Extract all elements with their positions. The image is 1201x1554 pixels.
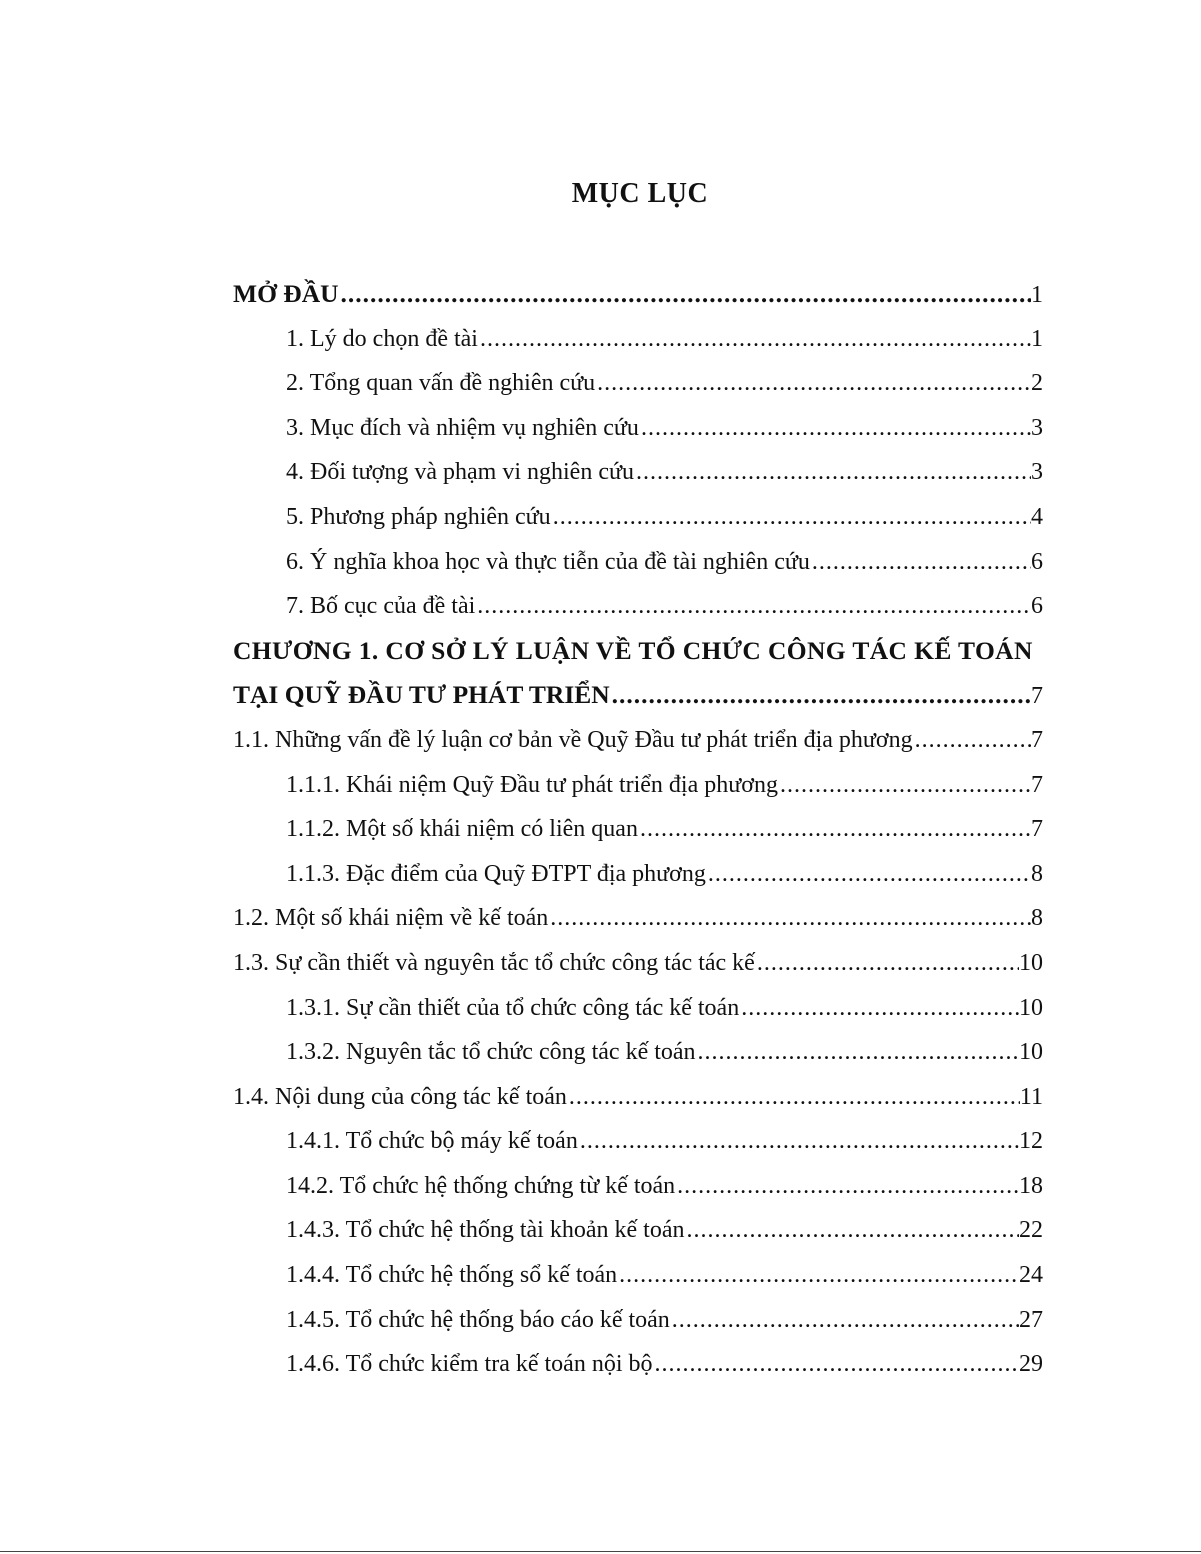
toc-entry-page-number: 6 [1031,593,1043,620]
dot-leader [595,361,1031,406]
toc-entry-page-number: 2 [1031,370,1043,397]
dot-leader [475,584,1031,629]
toc-entry[interactable] [233,1208,1043,1253]
dot-leader [755,941,1019,986]
toc-entry-label: 3. Mục đích và nhiệm vụ nghiên cứu [286,414,639,441]
toc-entry-label: 2. Tổng quan vấn đề nghiên cứu [286,370,596,397]
toc-entry-label: 1. Lý do chọn đề tài [286,325,478,352]
toc-entry-page-number: 1 [1031,282,1043,308]
toc-entry-label: TẠI QUỸ ĐẦU TƯ PHÁT TRIỂN [233,680,610,710]
toc-entry-page-number: 8 [1031,905,1043,932]
dot-leader [670,1298,1019,1343]
toc-entry-page-number: 29 [1019,1351,1043,1378]
toc-entry[interactable] [233,673,1043,718]
toc-entry[interactable] [233,986,1043,1031]
table-of-contents [233,272,1043,1387]
toc-entry[interactable] [233,1119,1043,1164]
toc-entry[interactable] [233,718,1043,763]
toc-entry-page-number: 18 [1019,1172,1043,1199]
toc-entry-page-number: 3 [1031,459,1043,486]
toc-entry[interactable] [233,852,1043,897]
toc-entry[interactable] [233,1030,1043,1075]
dot-leader [778,763,1031,808]
toc-entry[interactable] [233,1253,1043,1298]
dot-leader [675,1164,1019,1209]
dot-leader [639,406,1031,451]
toc-entry[interactable] [233,406,1043,451]
toc-entry-page-number: 27 [1019,1306,1043,1333]
toc-entry-label: 1.1.3. Đặc điểm của Quỹ ĐTPT địa phương [286,860,706,887]
toc-entry-page-number: 1 [1031,325,1043,352]
toc-entry-label: 6. Ý nghĩa khoa học và thực tiễn của đề tài nghiên cứu [286,548,810,575]
dot-leader [551,495,1031,540]
toc-entry-page-number: 7 [1031,683,1043,710]
toc-entry-label: 5. Phương pháp nghiên cứu [286,503,551,530]
toc-entry-label: 14.2. Tổ chức hệ thống chứng từ kế toán [286,1172,676,1199]
dot-leader [638,807,1031,852]
dot-leader [339,272,1031,317]
toc-entry-page-number: 10 [1019,1039,1043,1066]
toc-entry-page-number: 8 [1031,860,1043,887]
toc-entry[interactable] [233,584,1043,629]
dot-leader [684,1208,1019,1253]
toc-entry[interactable] [233,450,1043,495]
toc-entry-label: 1.1.1. Khái niệm Quỹ Đầu tư phát triển địa phương [286,771,778,798]
toc-entry[interactable] [233,495,1043,540]
toc-entry[interactable] [233,361,1043,406]
dot-leader [634,450,1031,495]
toc-entry[interactable] [233,896,1043,941]
toc-entry[interactable] [233,941,1043,986]
toc-entry[interactable] [233,807,1043,852]
toc-entry-label: 1.1. Những vấn đề lý luận cơ bản về Quỹ Đầu tư phát triển địa phương [233,726,913,753]
toc-entry-label: 1.4.5. Tổ chức hệ thống báo cáo kế toán [286,1306,670,1333]
toc-entry-page-number: 4 [1031,503,1043,530]
toc-entry-label: 1.2. Một số khái niệm về kế toán [233,905,549,932]
dot-leader [652,1342,1019,1387]
toc-entry[interactable] [233,1298,1043,1343]
toc-entry-page-number: 11 [1019,1083,1043,1110]
page-edge-divider [0,1551,1201,1552]
dot-leader [739,986,1019,1031]
toc-entry[interactable] [233,763,1043,808]
toc-entry[interactable] [233,1164,1043,1209]
toc-entry[interactable] [233,540,1043,585]
toc-entry-label: 1.4.6. Tổ chức kiểm tra kế toán nội bộ [286,1351,653,1378]
dot-leader [567,1075,1020,1120]
toc-entry-label: 1.4. Nội dung của công tác kế toán [233,1083,567,1110]
toc-entry[interactable] [233,272,1043,317]
toc-entry-page-number: 7 [1031,816,1043,843]
dot-leader [610,673,1031,718]
toc-entry-label: CHƯƠNG 1. CƠ SỞ LÝ LUẬN VỀ TỔ CHỨC CÔNG TÁC KẾ TOÁN [233,635,1033,665]
toc-entry-page-number: 3 [1031,414,1043,441]
toc-entry[interactable] [233,317,1043,362]
toc-entry-page-number: 10 [1019,994,1043,1021]
toc-entry-page-number: 22 [1019,1217,1043,1244]
toc-entry[interactable] [233,1342,1043,1387]
toc-entry-page-number: 24 [1019,1262,1043,1289]
dot-leader [617,1253,1019,1298]
toc-entry-page-number: 7 [1031,771,1043,798]
toc-entry-page-number: 12 [1019,1128,1043,1155]
dot-leader [706,852,1031,897]
toc-entry-label: 1.4.4. Tổ chức hệ thống sổ kế toán [286,1262,618,1289]
dot-leader [810,540,1031,585]
toc-entry-label: 1.3.2. Nguyên tắc tổ chức công tác kế toán [286,1039,696,1066]
toc-entry[interactable] [233,629,1043,674]
toc-entry-page-number: 6 [1031,548,1043,575]
dot-leader [696,1030,1019,1075]
dot-leader [913,718,1031,763]
toc-entry-label: 7. Bố cục của đề tài [286,593,476,620]
toc-entry-page-number: 7 [1031,726,1043,753]
toc-entry[interactable] [233,1075,1043,1120]
toc-entry-label: 4. Đối tượng và phạm vi nghiên cứu [286,459,634,486]
toc-entry-label: 1.3. Sự cần thiết và nguyên tắc tổ chức công tác tác kế [233,949,755,976]
toc-entry-label: 1.4.1. Tổ chức bộ máy kế toán [286,1128,578,1155]
toc-entry-label: MỞ ĐẦU [233,279,339,308]
toc-entry-label: 1.3.1. Sự cần thiết của tổ chức công tác kế toán [286,994,740,1021]
dot-leader [548,896,1031,941]
toc-entry-label: 1.4.3. Tổ chức hệ thống tài khoản kế toán [286,1217,685,1244]
toc-entry-page-number: 10 [1019,949,1043,976]
page-title: MỤC LỤC [571,178,709,209]
dot-leader [578,1119,1019,1164]
dot-leader [478,317,1031,362]
toc-entry-label: 1.1.2. Một số khái niệm có liên quan [286,816,638,843]
